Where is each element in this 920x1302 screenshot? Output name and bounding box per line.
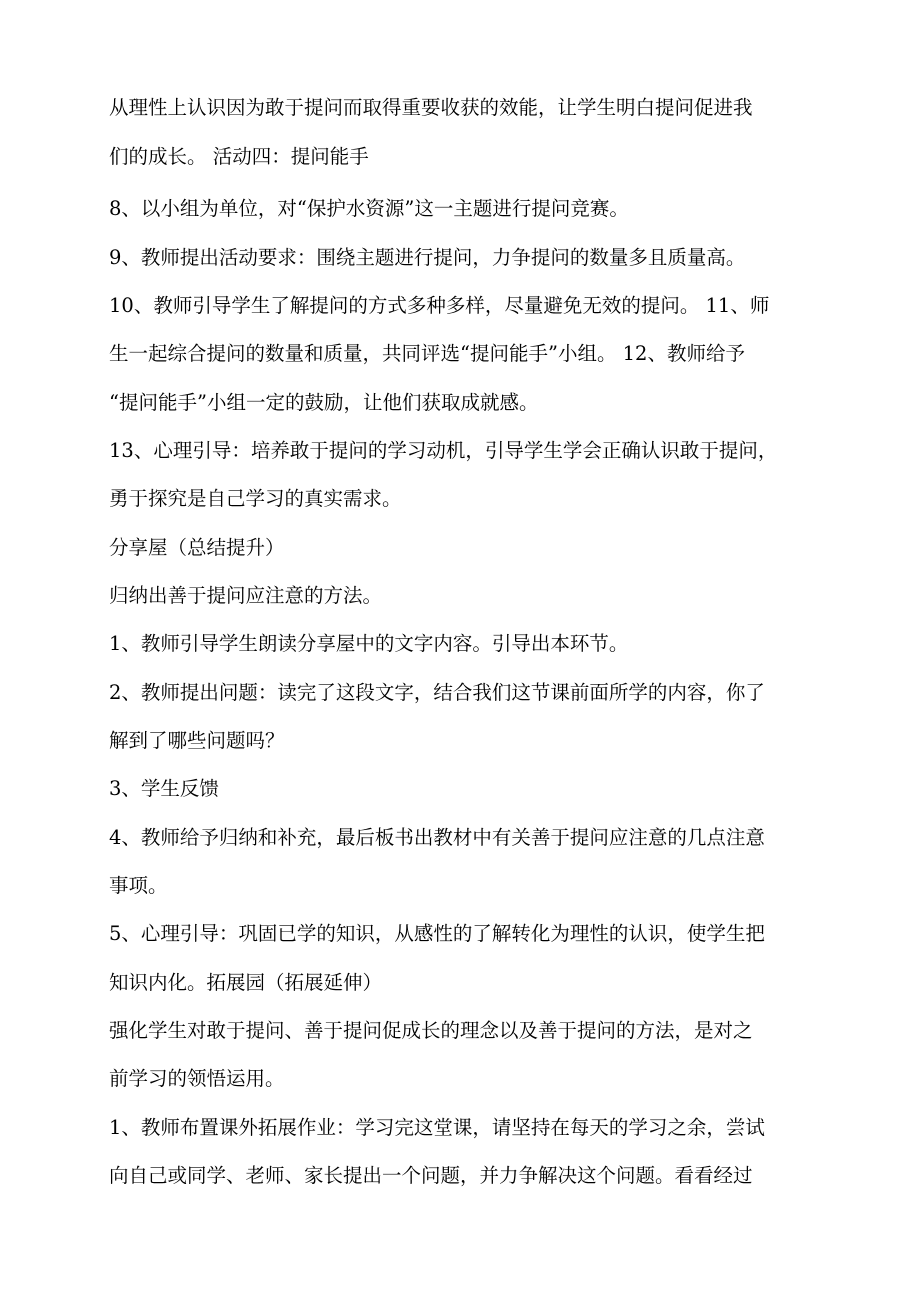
text-line-19: 知识内化。拓展园（拓展延伸）	[109, 971, 383, 994]
text-line-14: 解到了哪些问题吗？	[109, 729, 285, 752]
text-line-10: 分享屋（总结提升）	[109, 536, 285, 559]
text-line-12: 1、教师引导学生朗读分享屋中的文字内容。引导出本环节。	[109, 632, 629, 655]
text-line-1: 从理性上认识因为敢于提问而取得重要收获的效能，让学生明白提问促进我	[109, 96, 753, 119]
text-line-16: 4、教师给予归纳和补充，最后板书出教材中有关善于提问应注意的几点注意	[109, 826, 765, 849]
text-line-23: 向自己或同学、老师、家长提出一个问题，并力争解决这个问题。看看经过	[109, 1164, 753, 1187]
text-line-8: 13、心理引导：培养敢于提问的学习动机，引导学生学会正确认识敢于提问，	[109, 439, 778, 462]
text-line-6: 生一起综合提问的数量和质量，共同评选“提问能手”小组。 12、教师给予	[109, 342, 745, 365]
text-line-3: 8、以小组为单位，对“保护水资源”这一主题进行提问竞赛。	[109, 197, 629, 220]
text-line-21: 前学习的领悟运用。	[109, 1067, 285, 1090]
text-line-18: 5、心理引导：巩固已学的知识，从感性的了解转化为理性的认识，使学生把	[109, 922, 765, 945]
text-line-9: 勇于探究是自己学习的真实需求。	[109, 487, 402, 510]
text-line-2: 们的成长。 活动四：提问能手	[109, 145, 369, 168]
text-line-4: 9、教师提出活动要求：围绕主题进行提问，力争提问的数量多且质量高。	[109, 246, 746, 269]
text-line-5: 10、教师引导学生了解提问的方式多种多样，尽量避免无效的提问。 11、师	[109, 294, 770, 317]
text-line-7: “提问能手”小组一定的鼓励，让他们获取成就感。	[109, 391, 539, 414]
text-line-20: 强化学生对敢于提问、善于提问促成长的理念以及善于提问的方法，是对之	[109, 1019, 753, 1042]
text-line-17: 事项。	[109, 874, 168, 897]
text-line-11: 归纳出善于提问应注意的方法。	[109, 584, 383, 607]
text-line-22: 1、教师布置课外拓展作业：学习完这堂课，请坚持在每天的学习之余，尝试	[109, 1116, 765, 1139]
text-line-13: 2、教师提出问题：读完了这段文字，结合我们这节课前面所学的内容，你了	[109, 681, 765, 704]
text-line-15: 3、学生反馈	[109, 777, 219, 800]
